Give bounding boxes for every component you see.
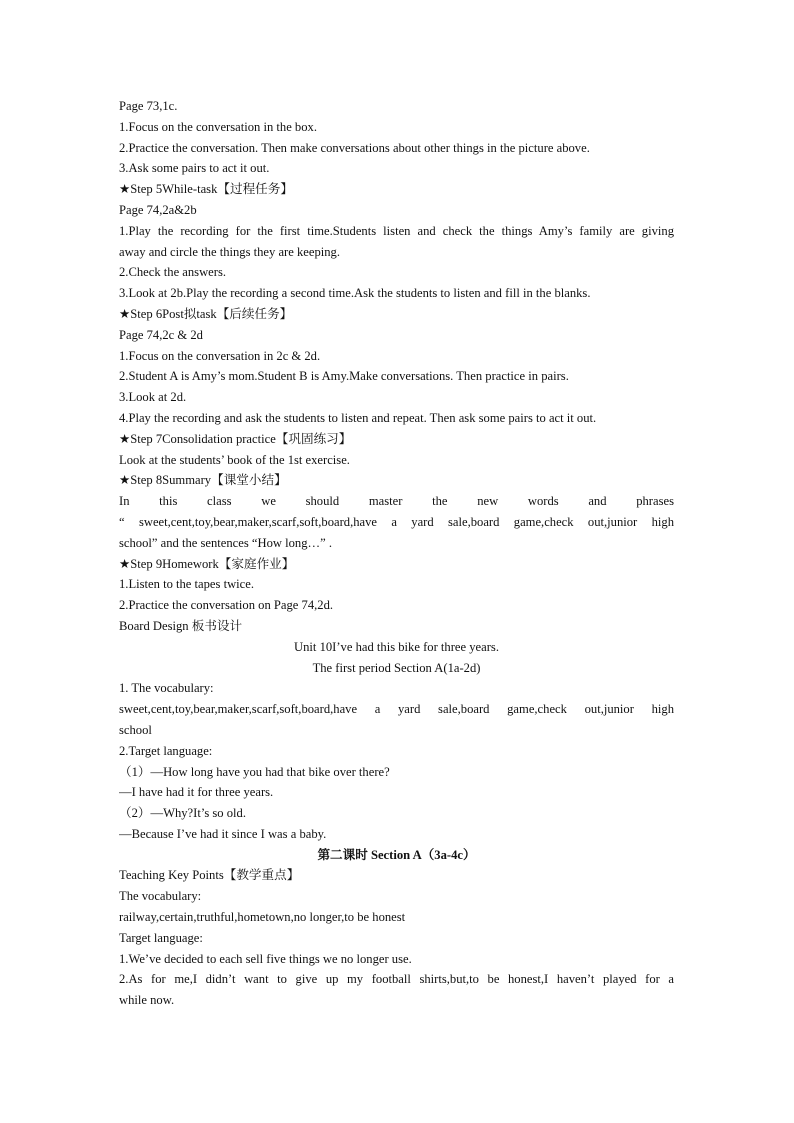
text-line: Page 74,2a&2b xyxy=(119,202,197,217)
text-line: Page 73,1c. xyxy=(119,99,178,113)
section-heading: 第二课时 Section A（3a-4c） xyxy=(317,847,476,862)
text-line: sweet,cent,toy,bear,maker,scarf,soft,board,have a yard sale,board game,check out,junior high xyxy=(119,702,674,717)
text-line: 2.Practice the conversation. Then make conversations about other things in the picture above. xyxy=(119,140,590,155)
text-line: Target language: xyxy=(119,930,203,945)
step-heading: ★Step 9Homework【家庭作业】 xyxy=(119,556,295,571)
step-heading: ★Step 6Post拟task【后续任务】 xyxy=(119,306,293,321)
text-line: Board Design 板书设计 xyxy=(119,618,243,633)
text-line: 2.Practice the conversation on Page 74,2d. xyxy=(119,598,334,613)
text-line: 2.Target language: xyxy=(119,743,213,758)
text-line: 2.Student A is Amy’s mom.Student B is Amy.Make conversations. Then practice in pairs. xyxy=(119,369,569,384)
text-line: school xyxy=(119,722,152,737)
text-line: —I have had it for three years. xyxy=(119,785,274,800)
text-line: 3.Look at 2b.Play the recording a second time.Ask the students to listen and fill in the blanks. xyxy=(119,286,591,301)
text-line: —Because I’ve had it since I was a baby. xyxy=(119,826,327,841)
step-heading: ★Step 5While-task【过程任务】 xyxy=(119,182,293,197)
text-line: 1.Focus on the conversation in the box. xyxy=(119,119,317,134)
step-heading: ★Step 7Consolidation practice【巩固练习】 xyxy=(119,431,352,446)
text-line: 1.Focus on the conversation in 2c & 2d. xyxy=(119,348,321,363)
text-line: railway,certain,truthful,hometown,no longer,to be honest xyxy=(119,910,406,925)
board-subtitle: The first period Section A(1a-2d) xyxy=(312,660,481,675)
text-line: 3.Ask some pairs to act it out. xyxy=(119,161,270,176)
document-page xyxy=(119,96,674,1011)
text-line: 1. The vocabulary: xyxy=(119,681,214,696)
text-line: 1.We’ve decided to each sell five things we no longer use. xyxy=(119,951,412,966)
text-line: Look at the students’ book of the 1st exercise. xyxy=(119,452,350,467)
text-line: Teaching Key Points【教学重点】 xyxy=(119,868,300,883)
text-line: school” and the sentences “How long…” . xyxy=(119,535,332,550)
text-line: The vocabulary: xyxy=(119,889,202,904)
text-line: away and circle the things they are keeping. xyxy=(119,244,340,259)
text-line: （2）—Why?It’s so old. xyxy=(119,806,246,821)
text-line: “ sweet,cent,toy,bear,maker,scarf,soft,board,have a yard sale,board game,check out,junior high xyxy=(119,514,674,529)
text-line: Page 74,2c & 2d xyxy=(119,327,203,342)
board-title: Unit 10I’ve had this bike for three years. xyxy=(294,639,499,654)
text-line: 1.Play the recording for the first time.Students listen and check the things Amy’s family are giving xyxy=(119,223,674,238)
text-line: 1.Listen to the tapes twice. xyxy=(119,577,254,592)
text-line: 2.Check the answers. xyxy=(119,265,227,280)
text-line: In this class we should master the new words and phrases xyxy=(119,494,674,509)
text-line: 4.Play the recording and ask the students to listen and repeat. Then ask some pairs to act it out. xyxy=(119,410,597,425)
text-line: 2.As for me,I didn’t want to give up my football shirts,but,to be honest,I haven’t played for a xyxy=(119,972,674,987)
step-heading: ★Step 8Summary【课堂小结】 xyxy=(119,473,287,488)
text-line: while now. xyxy=(119,993,175,1008)
text-line: 3.Look at 2d. xyxy=(119,390,187,405)
text-line: （1）—How long have you had that bike over there? xyxy=(119,764,390,779)
